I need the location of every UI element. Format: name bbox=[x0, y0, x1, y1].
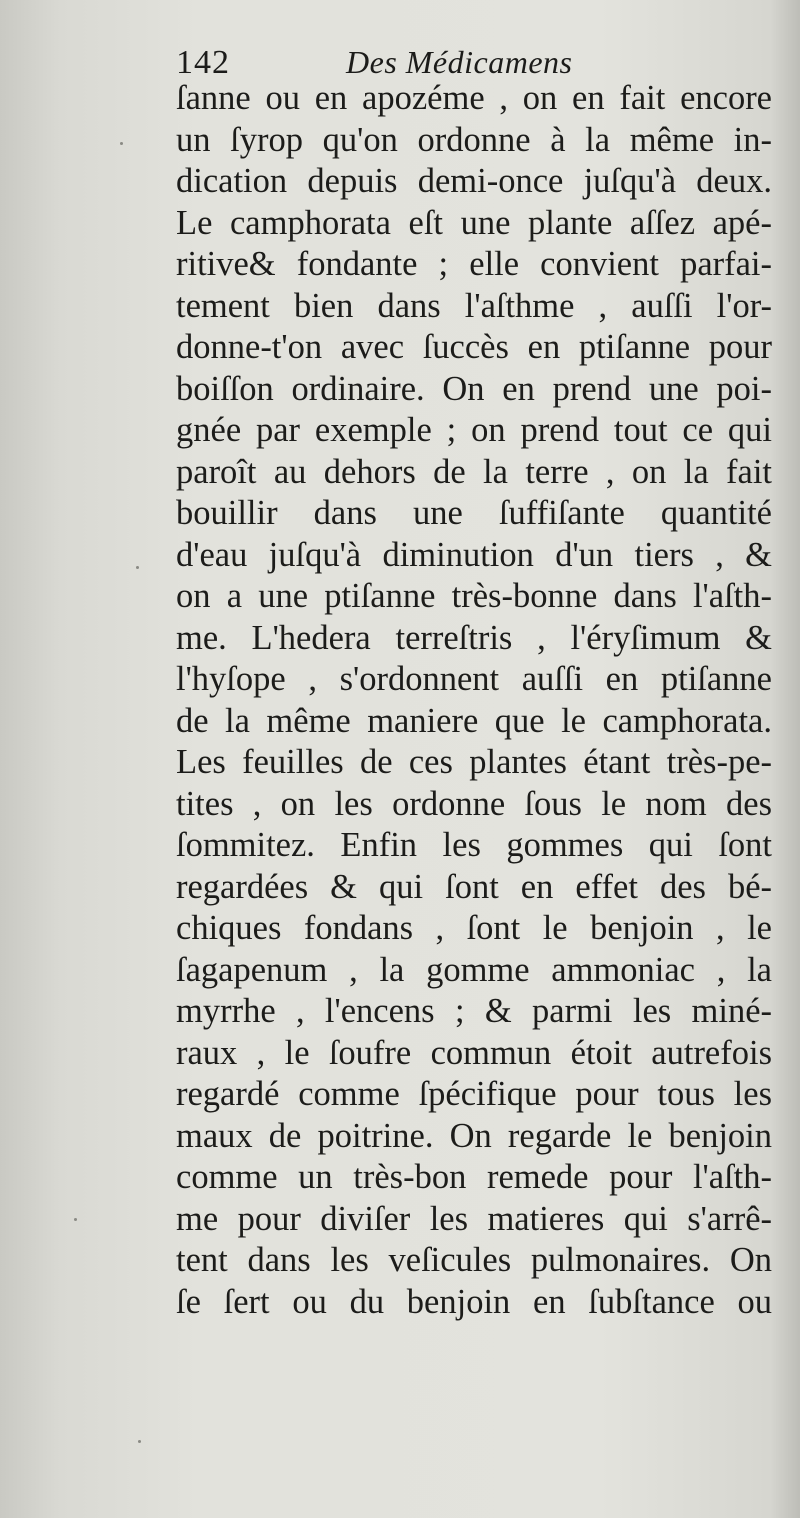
text-line: me. L'hedera terreſtris , l'éryſimum & bbox=[176, 618, 772, 657]
text-line: regardé comme ſpécifique pour tous les bbox=[176, 1075, 772, 1113]
text-line: ritive& fondante ; elle convient parfai- bbox=[176, 245, 772, 283]
text-line: ſanne ou en apozéme , on en fait encore bbox=[176, 79, 772, 117]
text-line: bouillir dans une ſuffiſante quantité bbox=[176, 494, 772, 532]
text-line: regardées & qui ſont en effet des bé- bbox=[176, 867, 772, 906]
text-line: comme un très-bon remede pour l'aſth- bbox=[176, 1158, 772, 1196]
text-line: chiques fondans , ſont le benjoin , le bbox=[176, 909, 772, 947]
paper-speck bbox=[136, 566, 139, 569]
text-line: tement bien dans l'aſthme , auſſi l'or- bbox=[176, 286, 772, 325]
text-line: donne-t'on avec ſuccès en ptiſanne pour bbox=[176, 328, 772, 366]
page-number: 142 bbox=[176, 44, 230, 81]
text-line: Les feuilles de ces plantes étant très-pe- bbox=[176, 743, 772, 781]
text-line: un ſyrop qu'on ordonne à la même in- bbox=[176, 120, 772, 159]
text-line: paroît au dehors de la terre , on la fait bbox=[176, 452, 772, 491]
text-line: tites , on les ordonne ſous le nom des bbox=[176, 784, 772, 823]
text-line: dication depuis demi-once juſqu'à deux. bbox=[176, 162, 772, 200]
text-line: de la même maniere que le camphorata. bbox=[176, 701, 772, 740]
running-title: Des Médicamens bbox=[346, 44, 573, 80]
text-line: d'eau juſqu'à diminution d'un tiers , & bbox=[176, 535, 772, 574]
paper-speck bbox=[74, 1218, 77, 1221]
body-text bbox=[176, 78, 772, 1323]
text-line: raux , le ſoufre commun étoit autrefois bbox=[176, 1033, 772, 1072]
text-line: l'hyſope , s'ordonnent auſſi en ptiſanne bbox=[176, 660, 772, 698]
text-line: gnée par exemple ; on prend tout ce qui bbox=[176, 411, 772, 449]
text-line: me pour diviſer les matieres qui s'arrê- bbox=[176, 1199, 772, 1238]
text-line: boiſſon ordinaire. On en prend une poi- bbox=[176, 369, 772, 408]
text-line: myrrhe , l'encens ; & parmi les miné- bbox=[176, 992, 772, 1030]
text-line: maux de poitrine. On regarde le benjoin bbox=[176, 1116, 772, 1155]
text-line: ſagapenum , la gomme ammoniac , la bbox=[176, 950, 772, 989]
text-line: tent dans les veſicules pulmonaires. On bbox=[176, 1241, 772, 1279]
text-line: Le camphorata eſt une plante aſſez apé- bbox=[176, 203, 772, 242]
text-line: ſommitez. Enfin les gommes qui ſont bbox=[176, 826, 772, 864]
paper-speck bbox=[120, 142, 123, 145]
text-line: ſe ſert ou du benjoin en ſubſtance ou bbox=[176, 1282, 772, 1321]
paper-speck bbox=[138, 1440, 141, 1443]
text-line: on a une ptiſanne très-bonne dans l'aſth- bbox=[176, 577, 772, 615]
